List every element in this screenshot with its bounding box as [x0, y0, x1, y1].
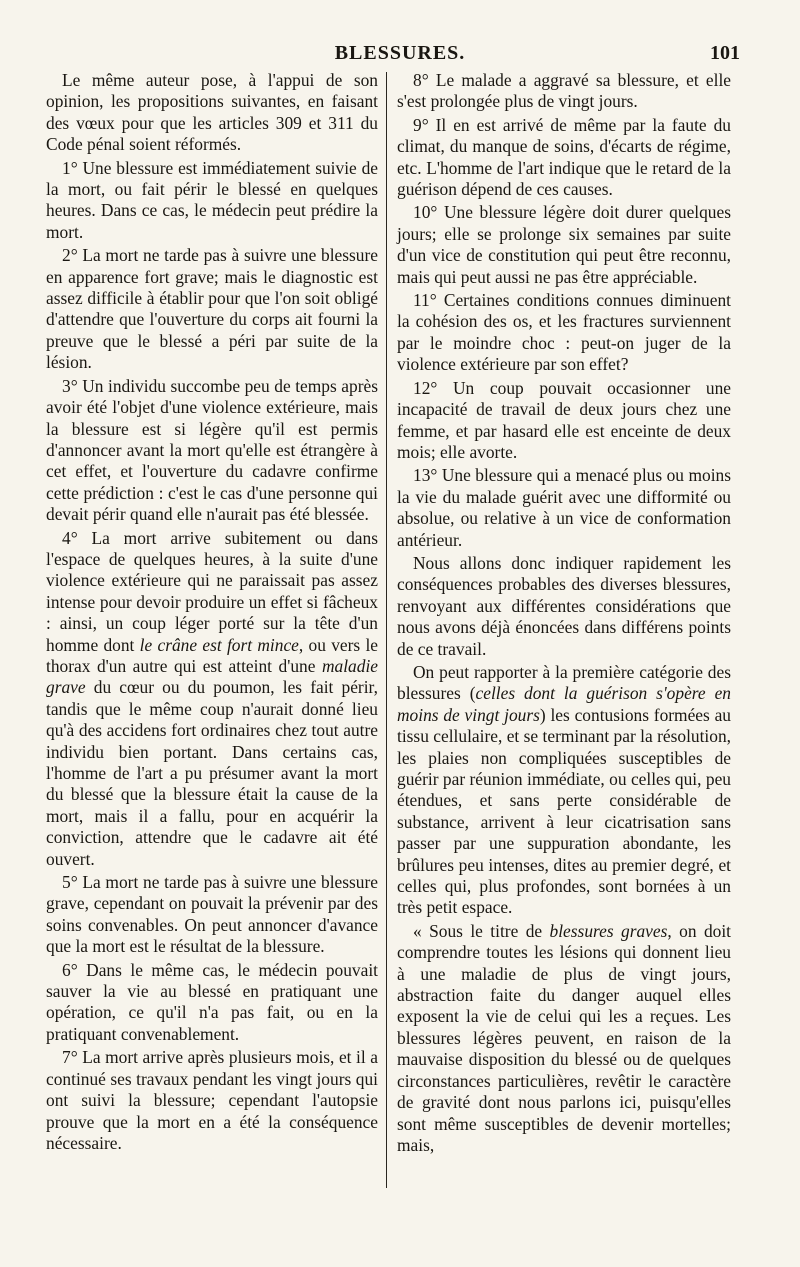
page-number: 101 [710, 42, 740, 64]
paragraph: Le même auteur pose, à l'appui de son opinion, les propositions suivantes, en faisant des vœux pour que les articles 309 et 311 du Code pénal soient réformés. [46, 70, 378, 155]
paragraph [46, 528, 378, 871]
italic-phrase: maladie grave [46, 655, 378, 698]
paragraph: 9° Il en est arrivé de même par la faute du climat, du manque de soins, d'écarts de régime, etc. L'homme de l'art indique que le retard de la guérison dépend de ces causes. [397, 114, 731, 200]
text-run: , on doit comprendre toutes les lésions qui donnent lieu à une maladie de plus de vingt jours, abstraction faite du danger auquel elles exposent la vie de celui qui les a reçues. Les blessures légères peuvent, en raison de la mauvaise disposition du blessé ou de quelques circonstances particulières, revêtir le caractère de gravité dont nous parlons ici, puisqu'elles sont même susceptibles de devenir mortelles; mais, [397, 920, 731, 1155]
paragraph: 6° Dans le même cas, le médecin pouvait sauver la vie au blessé en pratiquant une opération, ce qu'il n'a pas fait, ou en la pratiquant convenablement. [46, 959, 378, 1044]
paragraph: 3° Un individu succombe peu de temps après avoir été l'objet d'une violence extérieure, mais la blessure est si légère qu'il est permis d'annoncer avant la mort qu'elle est étrangère à cet effet, et l'ouverture du cadavre confirme cette prédiction : c'est le cas d'une personne qui devait périr quand elle n'aurait pas été blessée. [46, 375, 378, 525]
paragraph: 10° Une blessure légère doit durer quelques jours; elle se prolonge six semaines par suite d'un vice de constitution qui peut être reconnu, mais qui peut aussi ne pas être appréciable. [397, 202, 731, 287]
italic-phrase: celles dont la guérison s'opère en moins de vingt jours [397, 683, 731, 725]
text-run: 4° La mort arrive subitement ou dans l'espace de quelques heures, à la suite d'une violence extérieure qui ne paraissait pas assez intense pour devoir produire un effet si fâcheux : ainsi, un coup léger porté sur la tête d'un homme dont [46, 527, 378, 655]
paragraph: 1° Une blessure est immédiatement suivie de la mort, ou fait périr le blessé en quelques heures. Dans ce cas, le médecin peut prédire la mort. [46, 157, 378, 242]
paragraph: 7° La mort arrive après plusieurs mois, et il a continué ses travaux pendant les vingt jours qui ont suivi la blessure; cependant l'autopsie prouve que la mort en a été la conséquence nécessaire. [46, 1047, 378, 1153]
text-run: , ou vers le thorax d'un autre qui est atteint d'une [46, 634, 378, 676]
paragraph: 11° Certaines conditions connues diminuent la cohésion des os, et les fractures surviennent par le moindre choc : peut-on juger de la violence extérieure par son effet? [397, 290, 731, 375]
right-column [397, 70, 731, 1158]
text-run: du cœur ou du poumon, les fait périr, tandis que le même coup n'aurait donné lieu qu'à des accidens fort ordinaires chez tout autre individu bien portant. Dans certains cas, l'homme de l'art a pu présumer avant la mort du blessé que la blessure était la cause de la mort, mais il a fallu, pour en acquérir la conviction, attendre que le cadavre ait été ouvert. [46, 677, 378, 869]
running-title: BLESSURES. [334, 42, 466, 64]
paragraph: 5° La mort ne tarde pas à suivre une blessure grave, cependant on pouvait la prévenir par des soins convenables. On peut annoncer d'avance que la mort est le résultat de la blessure. [46, 872, 378, 957]
paragraph: 13° Une blessure qui a menacé plus ou moins la vie du malade guérit avec une difformité ou absolue, ou relative à un vice de conformation antérieur. [397, 465, 731, 550]
text-run: « Sous le titre de [413, 920, 550, 941]
column-rule [386, 72, 387, 1188]
paragraph: 2° La mort ne tarde pas à suivre une blessure en apparence fort grave; mais le diagnostic est assez difficile à établir pour que l'on soit obligé d'attendre que l'ouverture du corps ait fourni la preuve que le blessé a péri par suite de la lésion. [46, 245, 378, 373]
paragraph: 12° Un coup pouvait occasionner une incapacité de travail de deux jours chez une femme, et par hasard elle est enceinte de deux mois; elle avorte. [397, 377, 731, 462]
paragraph [397, 921, 731, 1156]
paragraph: Nous allons donc indiquer rapidement les conséquences probables des diverses blessures, renvoyant aux différentes considérations que nous avons déjà énoncées dans différens points de ce travail. [397, 552, 731, 659]
paragraph: 8° Le malade a aggravé sa blessure, et elle s'est prolongée plus de vingt jours. [397, 70, 731, 112]
italic-phrase: blessures graves [549, 920, 668, 941]
paragraph [397, 662, 731, 919]
left-column [46, 70, 378, 1156]
italic-phrase: le crâne est fort mince [139, 634, 299, 655]
running-head [40, 42, 760, 70]
text-run: On peut rapporter à la première catégorie des blessures ( [397, 661, 731, 704]
text-run: ) les contusions formées au tissu cellulaire, et se terminant par la résolution, les plaies non compliquées susceptibles de guérir par réunion immédiate, ou celles qui, peu étendues, et sans perte considérable de substance, arrivent à leur cicatrisation sans passer par une suppuration abondante, les brûlures peu intenses, dites au premier degré, et celles qui, plus profondes, sont bornées à un très petit espace. [397, 704, 731, 918]
